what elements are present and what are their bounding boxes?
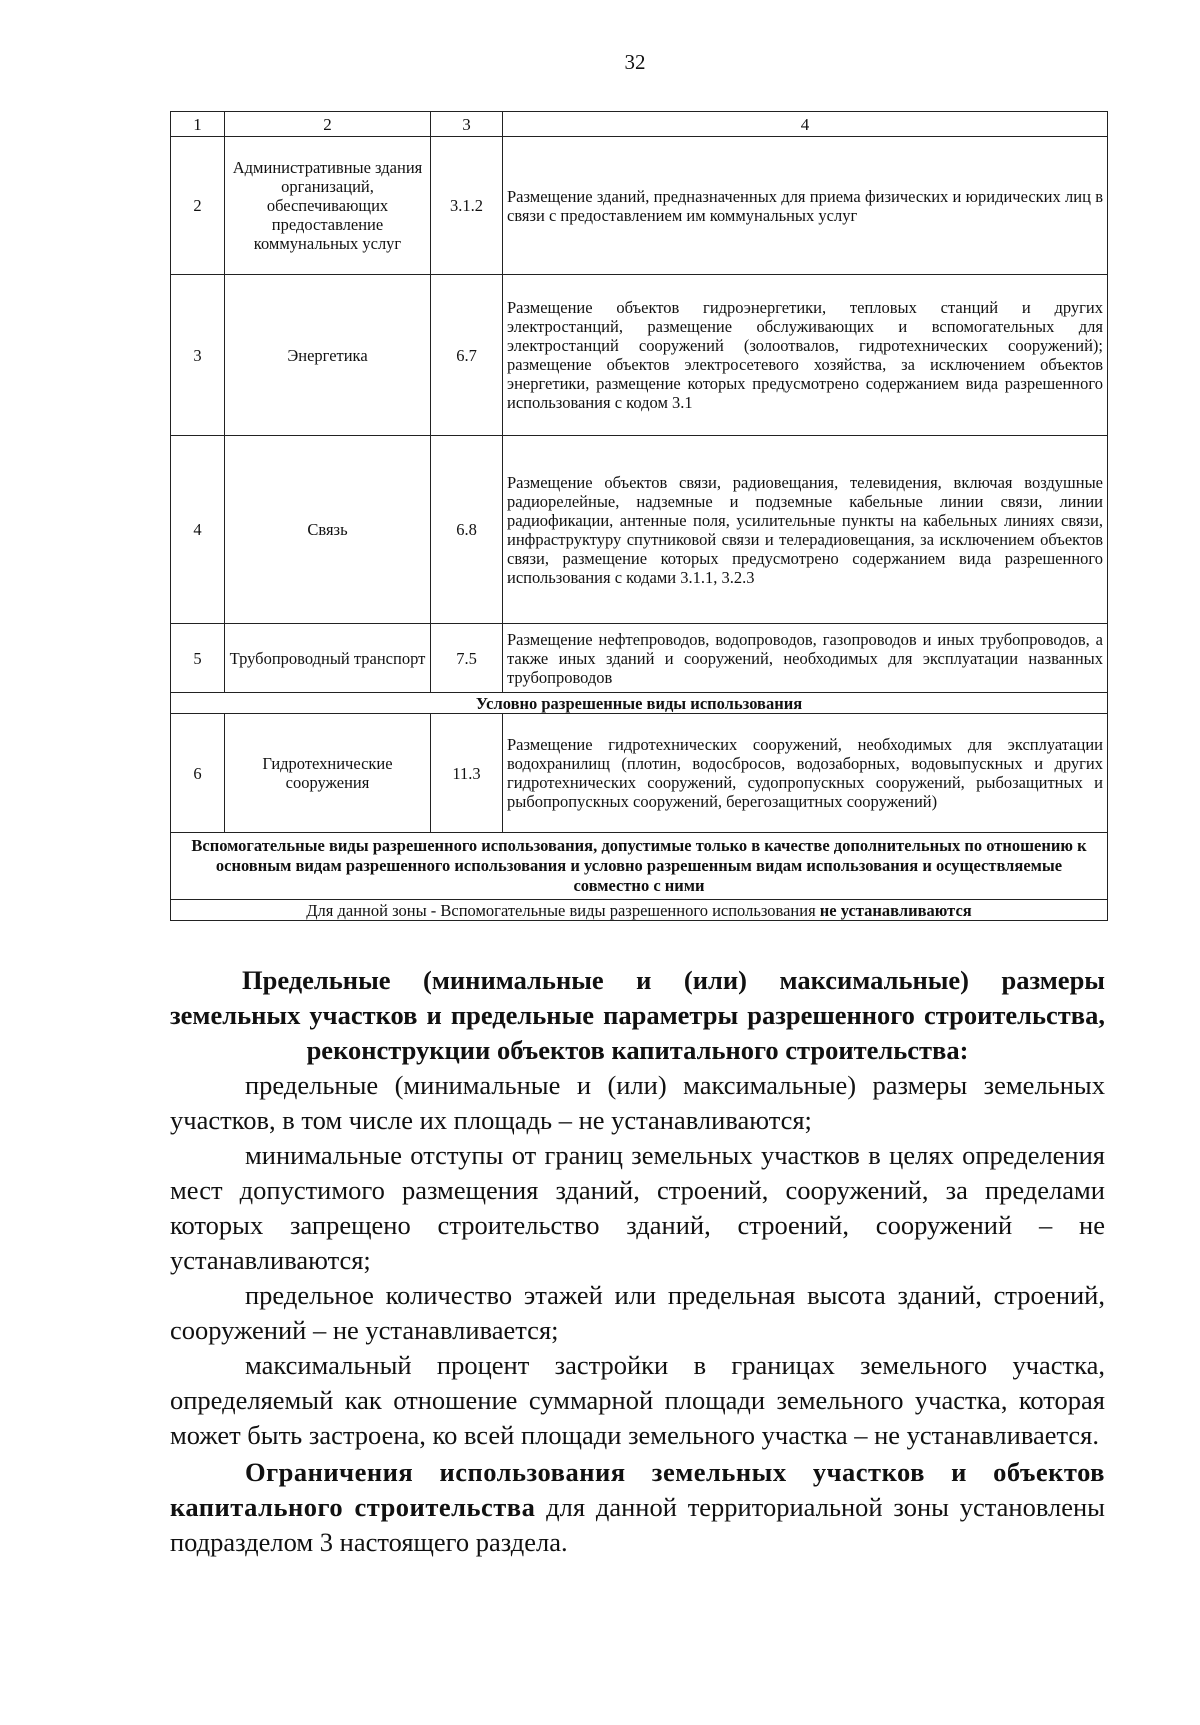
restrictions-bold: Ограничения использования земельных участков и объектов капитального строительства — [170, 1457, 1105, 1522]
use-code: 11.3 — [431, 714, 503, 833]
conditional-section-title: Условно разрешенные виды использования — [171, 693, 1108, 714]
row-number: 2 — [171, 137, 225, 275]
paragraph: максимальный процент застройки в границах земельного участка, определяемый как отношение суммарной площади земельного участка, которая может быть застроена, ко всей площади земельного участка – не устанавливается. — [170, 1350, 1105, 1450]
table-row — [171, 624, 1108, 693]
zone-note-prefix: Для данной зоны - Вспомогательные виды разрешенного использования — [306, 900, 820, 920]
table-row — [171, 137, 1108, 275]
zone-note-row — [171, 900, 1108, 921]
body-text — [170, 963, 1105, 1560]
use-name: Гидротехнические сооружения — [225, 714, 431, 833]
header-cell: 3 — [431, 112, 503, 137]
table-row — [171, 436, 1108, 624]
use-code: 3.1.2 — [431, 137, 503, 275]
section-title-row — [171, 693, 1108, 714]
use-description: Размещение зданий, предназначенных для приема физических и юридических лиц в связи с предоставлением им коммунальных услуг — [503, 137, 1108, 275]
paragraph: предельное количество этажей или предельная высота зданий, строений, сооружений – не устанавливается; — [170, 1280, 1105, 1345]
use-name: Энергетика — [225, 275, 431, 436]
use-name: Административные здания организаций, обеспечивающих предоставление коммунальных услуг — [225, 137, 431, 275]
page-number: 32 — [624, 50, 646, 74]
header-cell: 4 — [503, 112, 1108, 137]
section-heading: Предельные (минимальные и (или) максимальные) размеры земельных участков и предельные параметры разрешенного строительства, реконструкции объектов капитального строительства: — [170, 965, 1105, 1065]
row-number: 4 — [171, 436, 225, 624]
paragraph: предельные (минимальные и (или) максимальные) размеры земельных участков, в том числе их площадь – не устанавливаются; — [170, 1070, 1105, 1135]
table-row — [171, 275, 1108, 436]
use-description: Размещение объектов гидроэнергетики, тепловых станций и других электростанций, размещение обслуживающих и вспомогательных для электростанций сооружений (золоотвалов, гидротехнических сооружений); размещение объектов электросетевого хозяйства, за исключением объектов энергетики, размещение которых предусмотрено содержанием вида разрешенного использования с кодом 3.1 — [503, 275, 1108, 436]
header-cell: 1 — [171, 112, 225, 137]
use-code: 6.7 — [431, 275, 503, 436]
use-description: Размещение гидротехнических сооружений, необходимых для эксплуатации водохранилищ (плотин, водосбросов, водозаборных, водовыпускных и других гидротехнических сооружений, судопропускных сооружений, рыбозащитных и рыбопропускных сооружений, берегозащитных сооружений) — [503, 714, 1108, 833]
header-cell: 2 — [225, 112, 431, 137]
auxiliary-title-row — [171, 833, 1108, 900]
table-row — [171, 714, 1108, 833]
use-name: Связь — [225, 436, 431, 624]
restrictions-text: для данной территориальной зоны установлены подразделом 3 настоящего раздела. — [170, 1492, 1105, 1557]
land-use-table — [170, 111, 1108, 921]
row-number: 5 — [171, 624, 225, 693]
paragraph: минимальные отступы от границ земельных участков в целях определения мест допустимого размещения зданий, строений, сооружений, за пределами которых запрещено строительство зданий, строений, сооружений – не устанавливаются; — [170, 1140, 1105, 1275]
zone-note-emphasis: не устанавливаются — [819, 900, 972, 920]
use-description: Размещение объектов связи, радиовещания, телевидения, включая воздушные радиорелейные, надземные и подземные кабельные линии связи, линии радиофикации, антенные поля, усилительные пункты на кабельных линиях связи, инфраструктуру спутниковой связи и телерадиовещания, за исключением объектов связи, размещение которых предусмотрено содержанием вида разрешенного использования с кодами 3.1.1, 3.2.3 — [503, 436, 1108, 624]
zone-note — [171, 900, 1108, 921]
restrictions-paragraph — [170, 1455, 1105, 1560]
use-code: 6.8 — [431, 436, 503, 624]
row-number: 6 — [171, 714, 225, 833]
row-number: 3 — [171, 275, 225, 436]
use-code: 7.5 — [431, 624, 503, 693]
use-description: Размещение нефтепроводов, водопроводов, газопроводов и иных трубопроводов, а также иных зданий и сооружений, необходимых для эксплуатации названных трубопроводов — [503, 624, 1108, 693]
auxiliary-title: Вспомогательные виды разрешенного использования, допустимые только в качестве дополнительных по отношению к основным видам разрешенного использования и условно разрешенным видам использования и осуществляемые совместно с ними — [171, 833, 1108, 900]
table-header-row — [171, 112, 1108, 137]
use-name: Трубопроводный транспорт — [225, 624, 431, 693]
